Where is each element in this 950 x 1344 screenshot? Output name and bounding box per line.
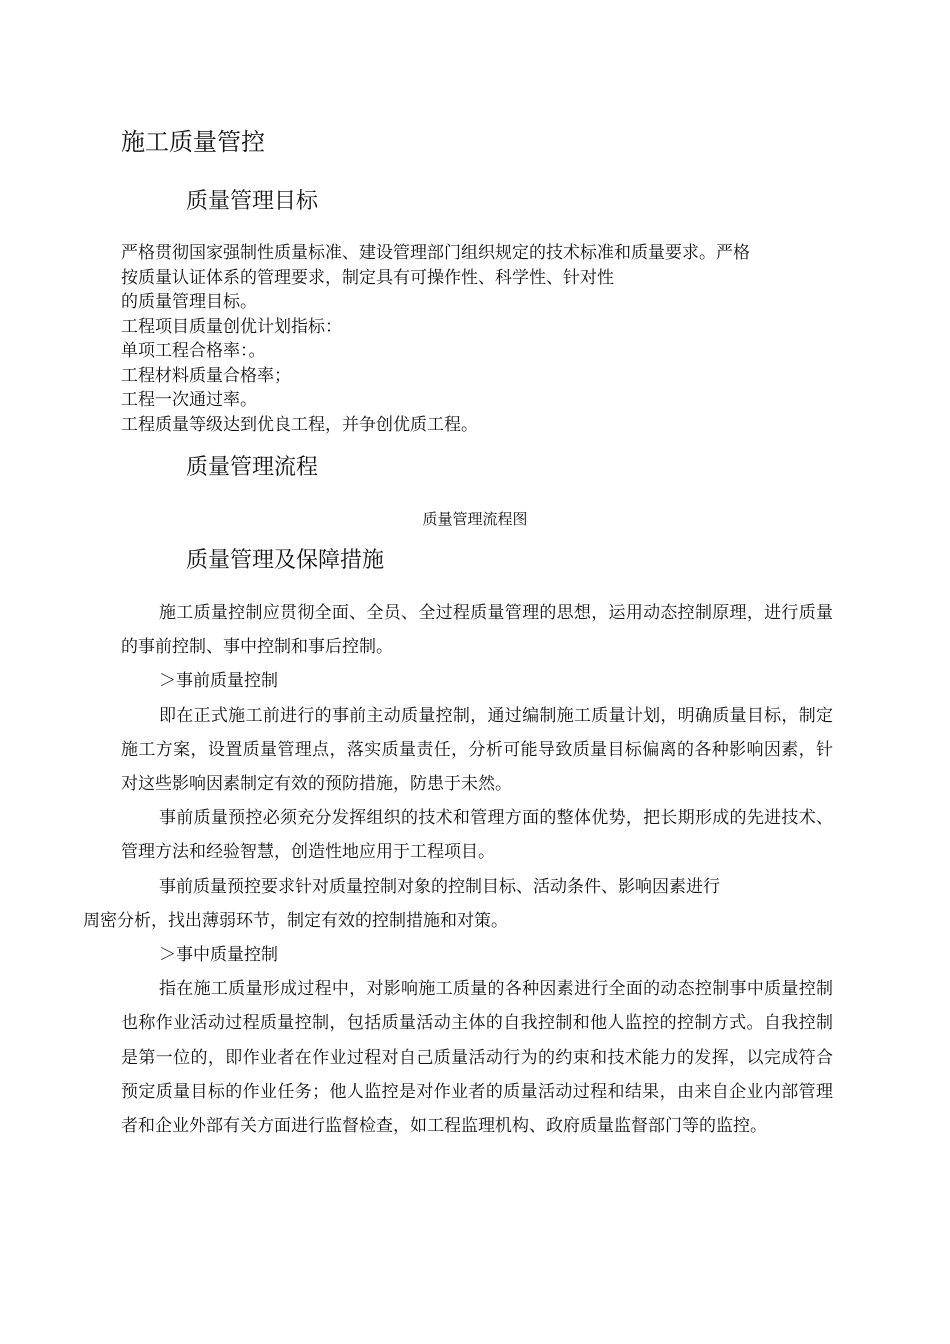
quality-goal-block	[121, 241, 841, 437]
goal-line: 单项工程合格率：。	[121, 341, 266, 361]
paragraph-intro: 施工质量控制应贯彻全面、全员、全过程质量管理的思想，运用动态控制原理，进行质量的事前控制、事中控制和事后控制。	[121, 603, 833, 658]
goal-line: 按质量认证体系的管理要求，制定具有可操作性、科学性、针对性	[121, 267, 614, 288]
goal-line: 工程质量等级达到优良工程，并争创优质工程。	[121, 414, 478, 435]
subheading-pre-control: ＞事前质量控制	[159, 671, 278, 692]
paragraph-line: 周密分析，找出薄弱环节，制定有效的控制措施和对策。	[83, 910, 508, 931]
paragraph-pre-control-1: 即在正式施工前进行的事前主动质量控制，通过编制施工质量计划，明确质量目标，制定施工方案，设置质量管理点，落实质量责任，分析可能导致质量目标偏离的各种影响因素，针对这些影响因素制定有效的预防措施，防患于未然。	[121, 705, 833, 795]
goal-line: 工程一次通过率。	[121, 390, 257, 410]
section-heading-quality-goal: 质量管理目标	[186, 189, 319, 214]
goal-line: 的质量管理目标。	[121, 292, 257, 312]
paragraph-pre-control-3	[83, 870, 833, 938]
paragraph-pre-control-2: 事前质量预控必须充分发挥组织的技术和管理方面的整体优势，把长期形成的先进技术、管理方法和经验智慧，创造性地应用于工程项目。	[121, 808, 833, 863]
goal-line: 工程材料质量合格率；	[121, 365, 291, 386]
section-heading-quality-process: 质量管理流程	[186, 455, 319, 480]
paragraph-line: 事前质量预控要求针对质量控制对象的控制目标、活动条件、影响因素进行	[159, 876, 720, 897]
paragraph-mid-control-1: 指在施工质量形成过程中，对影响施工质量的各种因素进行全面的动态控制事中质量控制也称作业活动过程质量控制，包括质量活动主体的自我控制和他人监控的控制方式。自我控制是第一位的，即作业者在作业过程对自己质量活动行为的约束和技术能力的发挥，以完成符合预定质量目标的作业任务；他人监控是对作业者的质量活动过程和结果，由来自企业内部管理者和企业外部有关方面进行监督检查，如工程监理机构、政府质量监督部门等的监控。	[121, 979, 833, 1137]
subheading-mid-control: ＞事中质量控制	[159, 945, 278, 966]
document-title: 施工质量管控	[121, 128, 265, 156]
goal-line: 工程项目质量创优计划指标：	[121, 316, 342, 337]
goal-line: 严格贯彻国家强制性质量标准、建设管理部门组织规定的技术标准和质量要求。严格	[121, 243, 750, 263]
section-heading-quality-measures: 质量管理及保障措施	[186, 548, 385, 573]
measures-body	[83, 596, 833, 1143]
figure-caption: 质量管理流程图	[422, 510, 528, 528]
